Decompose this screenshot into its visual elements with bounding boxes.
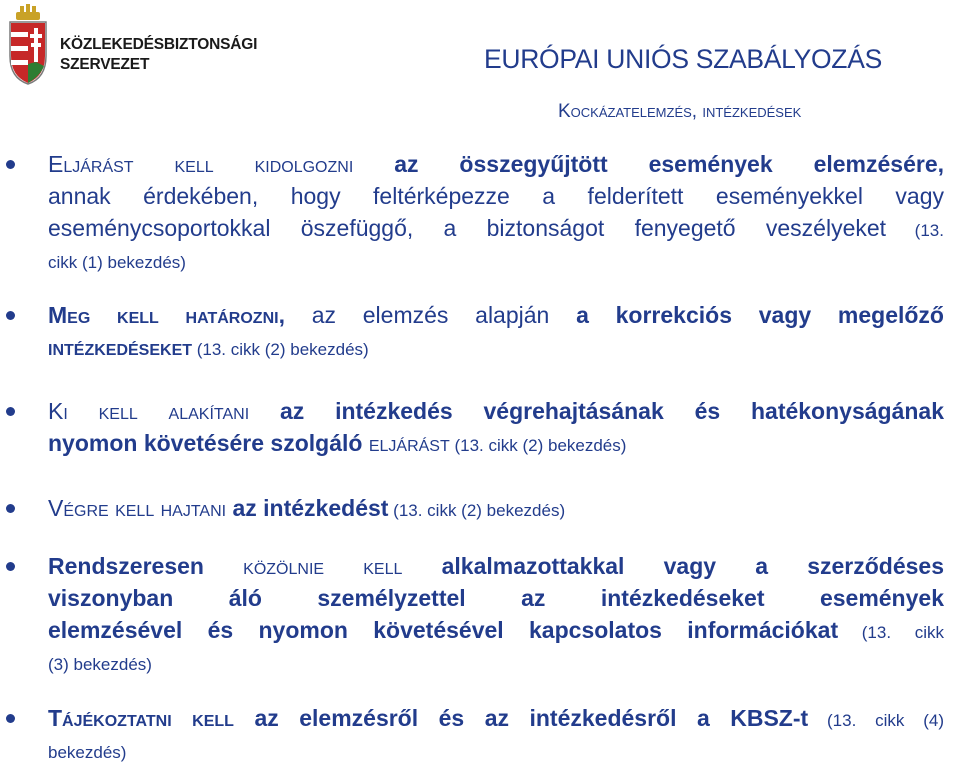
organization-name <box>60 35 257 75</box>
bullet-1-bold: az összegyűjtött események elemzésére, <box>353 151 945 177</box>
bullet-item-1 <box>48 148 944 279</box>
bullet-1-line-3: eseménycsoportokkal öszefüggő, a biztonságot fenyegető veszélyeket <box>48 215 887 241</box>
bullet-3-line-2: nyomon követésére szolgáló <box>48 430 363 456</box>
bullet-2-lead: Meg kell határozni, <box>48 302 285 328</box>
bullet-4-bold: az intézkedést <box>226 495 389 521</box>
bullet-item-4 <box>48 492 944 527</box>
bullet-item-6 <box>48 702 944 769</box>
bullet-item-3 <box>48 395 944 462</box>
page-title: EURÓPAI UNIÓS SZABÁLYOZÁS <box>484 44 882 74</box>
bullet-3-ref: (13. cikk (2) bekezdés) <box>449 436 627 455</box>
bullet-1-ref: (13. <box>886 221 944 240</box>
bullet-6-bold: az elemzésről és az intézkedésről a KBSZ-t <box>233 705 809 731</box>
bullet-dot <box>6 311 15 320</box>
bullet-1-lead: Eljárást kell kidolgozni <box>48 151 354 177</box>
org-name-line-1: KÖZLEKEDÉSBIZTONSÁGI <box>60 36 258 53</box>
bullet-dot <box>6 562 15 571</box>
bullet-2-ref: (13. cikk (2) bekezdés) <box>192 340 369 359</box>
bullet-5-sc: közölnie kell <box>203 553 403 579</box>
bullet-dot <box>6 504 15 513</box>
page-subtitle: Kockázatelemzés, intézkedések <box>558 101 802 122</box>
bullet-dot <box>6 714 15 723</box>
bullet-item-2 <box>48 299 944 366</box>
bullet-5-ref: (13. cikk <box>838 623 944 642</box>
bullet-3-sc: eljárást <box>362 430 450 456</box>
bullet-5-line-2: viszonyban áló személyzettel az intézkedéseket események <box>48 585 944 611</box>
bullet-dot <box>6 160 15 169</box>
bullet-6-ref: (13. cikk (4) <box>808 711 944 730</box>
bullet-dot <box>6 407 15 416</box>
bullet-6-line-2: bekezdés) <box>48 743 127 762</box>
bullet-4-ref: (13. cikk (2) bekezdés) <box>388 501 566 520</box>
org-name-line-2: SZERVEZET <box>60 56 150 73</box>
bullet-1-line-2: annak érdekében, hogy feltérképezze a felderített eseményekkel vagy <box>48 183 944 209</box>
bullet-5-lead: Rendszeresen <box>48 553 204 579</box>
bullet-item-5 <box>48 550 944 681</box>
bullet-5-line-4: (3) bekezdés) <box>48 655 152 674</box>
bullet-3-lead: Ki kell alakítani <box>48 398 250 424</box>
bullet-2-text: az elemzés alapján <box>284 302 577 328</box>
bullet-2-line-2: intézkedéseket <box>48 334 193 360</box>
hungarian-coat-of-arms-icon <box>6 4 50 88</box>
bullet-3-bold: az intézkedés végrehajtásának és hatékonyságának <box>249 398 945 424</box>
bullet-4-lead: Végre kell hajtani <box>48 495 227 521</box>
bullet-6-lead: Tájékoztatni kell <box>48 705 234 731</box>
bullet-2-bold: a korrekciós vagy megelőző <box>576 302 944 328</box>
bullet-1-line-4: cikk (1) bekezdés) <box>48 253 186 272</box>
bullet-5-bold: alkalmazottakkal vagy a szerződéses <box>402 553 944 579</box>
bullet-5-line-3: elemzésével és nyomon követésével kapcsolatos információkat <box>48 617 839 643</box>
organization-logo <box>6 4 258 88</box>
